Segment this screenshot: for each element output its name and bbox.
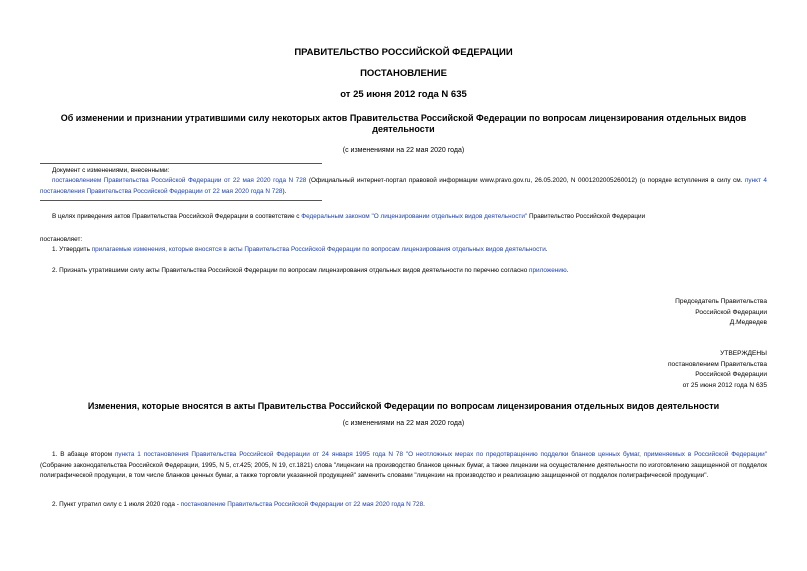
decree-78-link[interactable]: пункта 1 постановления Правительства Российской Федерации от 24 января 1995 года N 78 "О неотложных мерах по предотвращению подделки бланков ценных бумаг, применяемых в Российской Федерации"	[114, 451, 767, 458]
appendix-link[interactable]: приложению	[529, 267, 567, 274]
document-title: Об изменении и признании утратившими силу некоторых актов Правительства Российской Федерации по вопросам лицензирования отдельных видов деятельности	[60, 113, 747, 134]
divider-bottom	[40, 200, 322, 201]
changes-title: Изменения, которые вносятся в акты Правительства Российской Федерации по вопросам лицензирования отдельных видов деятельности	[87, 401, 720, 411]
document-type: ПОСТАНОВЛЕНИЕ	[360, 68, 447, 79]
decree-728-link[interactable]: постановление Правительства Российской Федерации от 22 мая 2020 года N 728	[180, 501, 424, 508]
amended-note: (с изменениями на 22 мая 2020 года)	[342, 147, 465, 154]
signature-block	[675, 297, 767, 329]
attached-changes-link[interactable]: прилагаемые изменения, которые вносятся в акты Правительства Российской Федерации по вопросам лицензирования отдельных видов деятельности	[91, 246, 546, 253]
amend-paragraph: постановлением Правительства Российской Федерации от 22 мая 2020 года N 728 (Официальный интернет-портал правовой информации www.pravo.gov.ru, 26.05.2020, N 0001202005260012) (о порядке вступления в силу см. пункт 4 постановления Правительства Российской Федерации от 22 мая 2020 года N 728).	[40, 177, 767, 195]
signature-country: Российской Федерации	[695, 308, 767, 316]
amend-intro: Документ с изменениями, внесенными:	[52, 167, 170, 174]
document-date: от 25 июня 2012 года N 635	[340, 89, 467, 100]
preamble: В целях приведения актов Правительства Российской Федерации в соответствие с Федеральным законом "О лицензировании отдельных видов деятельности" Правительство Российской Федерации	[52, 213, 646, 220]
government-name: ПРАВИТЕЛЬСТВО РОССИЙСКОЙ ФЕДЕРАЦИИ	[294, 47, 513, 58]
item-2: 2. Признать утратившими силу акты Правительства Российской Федерации по вопросам лицензирования отдельных видов деятельности по перечню согласно приложению.	[52, 267, 569, 274]
item-1: 1. Утвердить прилагаемые изменения, которые вносятся в акты Правительства Российской Федерации по вопросам лицензирования отдельных видов деятельности.	[52, 246, 548, 253]
signature-name: Д.Медведев	[729, 319, 767, 326]
approval-block: УТВЕРЖДЕНЫ постановлением Правительства Российской Федерации от 25 июня 2012 года N 635	[667, 350, 767, 389]
federal-law-link[interactable]: Федеральным законом "О лицензировании отдельных видов деятельности"	[301, 213, 528, 220]
signature-title: Председатель Правительства	[675, 298, 767, 305]
approved-label: УТВЕРЖДЕНЫ	[720, 350, 767, 357]
changes-item-1: 1. В абзаце втором пункта 1 постановления Правительства Российской Федерации от 24 января 1995 года N 78 "О неотложных мерах по предотвращению подделки бланков ценных бумаг, применяемых в Российской Федерации" (Собрание законодательства Российской Федерации, 1995, N 5, ст.425; 2005, N 19, ст.1821) слова "лицензии на производство бланков ценных бумаг, а также лицензии на осуществление деятельности по изготовлению защищенной от подделок полиграфической продукции, в том числе бланков ценных бумаг, а также торговли указанной продукцией" заменить словами "лицензии на производство и реализацию защищенной от подделок полиграфической продукции".	[40, 451, 767, 479]
changes-item-2: 2. Пункт утратил силу с 1 июля 2020 года - постановление Правительства Российской Федерации от 22 мая 2020 года N 728.	[52, 501, 425, 508]
changes-amended-note: (с изменениями на 22 мая 2020 года)	[342, 420, 465, 427]
amend-link-728[interactable]: постановлением Правительства Российской Федерации от 22 мая 2020 года N 728	[52, 177, 307, 184]
amend-link-point4[interactable]: пункт 4 постановления Правительства Российской Федерации от 22 мая 2020 года N 728	[40, 177, 767, 195]
decides-label: постановляет:	[40, 236, 83, 243]
divider-top	[40, 163, 322, 164]
